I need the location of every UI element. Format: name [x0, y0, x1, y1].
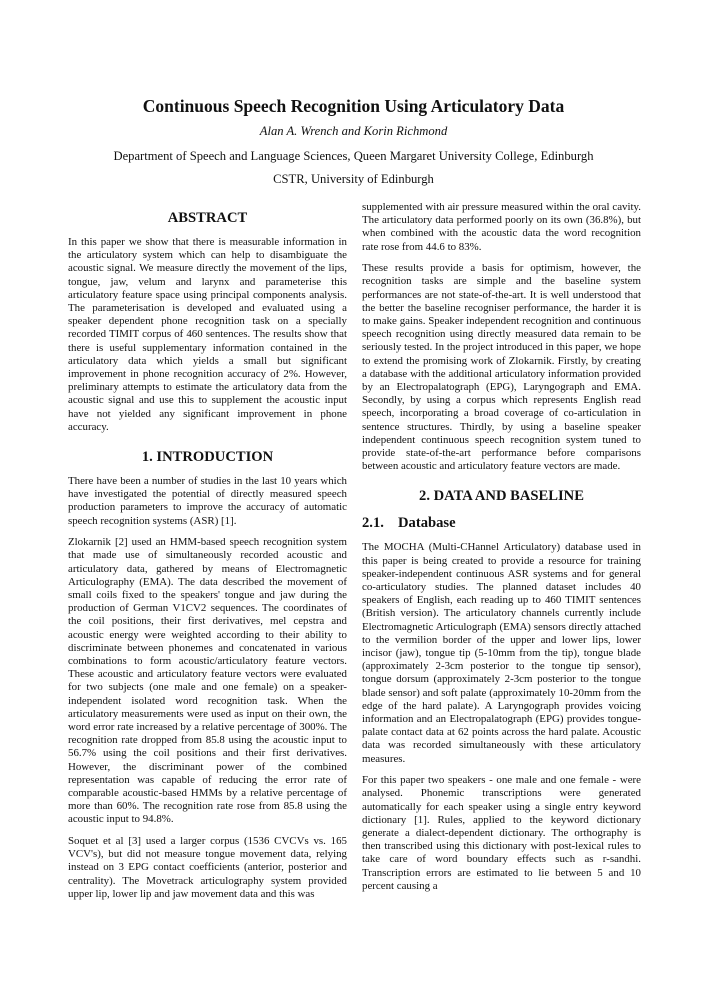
affiliation-secondary: CSTR, University of Edinburgh — [273, 172, 434, 186]
intro-paragraph-3-part-1: Soquet et al [3] used a larger corpus (1536 CVCVs vs. 165 VCV's), but did not measure tongue movement data, relying instead on 3 EPG contact coefficients (anterior, posterior and centrality). The Movetrack articulography system provided upper lip, lower lip and jaw movement data and this was — [68, 834, 347, 900]
introduction-heading: 1. INTRODUCTION — [141, 449, 274, 466]
data-baseline-heading: 2. DATA AND BASELINE — [419, 488, 584, 505]
paper-authors: Alan A. Wrench and Korin Richmond — [259, 124, 448, 138]
subsection-title: Database — [398, 515, 456, 532]
intro-paragraph-1: There have been a number of studies in the last 10 years which have investigated the potential of directly measured speech production parameters to improve the accuracy of automatic speech recognition systems (ASR) [1]. — [68, 475, 347, 527]
intro-paragraph-4: These results provide a basis for optimism, however, the recognition tasks are simple and the baseline system performances are not state-of-the-art. It is well understood that the better the baseline recogniser performance, the harder it is to make gains. Speaker independent recognition and continuous speech recognition using directly measured data remain to be seriously tested. In the project introduced in this paper, we hope to extend the promising work of Zlokarnik. Firstly, by creating a database with the additional articulatory information provided by an Electropalatograph (EPG), Laryngograph and EMA. Secondly, by using a corpus which represents English read speech, incorporating a broad coverage of co-articulation in sentence structures. Thirdly, by using a baseline speaker independent continuous speech recognition system tuned to provide state-of-the-art performance before comparisons between acoustic and articulatory feature vectors are made. — [362, 262, 641, 473]
database-paragraph-1: The MOCHA (Multi-CHannel Articulatory) database used in this paper is being created to provide a resource for training speaker-independent continuous ASR systems and for general co-articulatory studies. The planned dataset includes 40 speakers of English, each reading up to 460 TIMIT sentences (British version). The articulatory channels currently include Electromagnetic Articulograph (EMA) sensors directly attached to the vermilion border of the upper and lower lips, lower incisor (jaw), tongue tip (5-10mm from the tip), tongue blade (approximately 2-3cm posterior to the tongue tip sensor), tongue dorsum (approximately 2-3cm posterior to the tongue blade sensor) and soft palate (approximately 10-20mm from the edge of the hard palate). A Laryngograph provides voicing information and an Electropalatograph (EPG) provides tongue-palate contact data at 62 points across the hard palate. Acoustic data was recorded simultaneously with these articulatory measures. — [362, 541, 641, 765]
right-column — [362, 201, 641, 901]
abstract-text: In this paper we show that there is measurable information in the articulatory system which can help to disambiguate the acoustic signal. We measure directly the movement of the lips, tongue, jaw, velum and larynx and parameterise this articulatory feature space using principal components analysis. The parameterisation is developed and evaluated using a speaker dependent phone recognition task on a specially recorded TIMIT corpus of 460 sentences. The results show that there is useful supplementary information contained in the articulatory data which yields a small but significant improvement in phone recognition accuracy of 2%. However, preliminary attempts to estimate the articulatory data from the acoustic signal and use this to supplement the acoustic input have not yielded any significant improvement in phone accuracy. — [68, 236, 347, 433]
database-paragraph-2: For this paper two speakers - one male and one female - were analysed. Phonemic transcriptions were generated automatically for each speaker using a single entry keyword dictionary [1]. Rules, applied to the keyword dictionary generate a dialect-dependent dictionary. The orthography is then transcribed using this dictionary with post-lexical rules to take care of word boundary effects such as r-sandhi. Transcription errors are estimated to lie between 5 and 10 percent causing a — [362, 774, 641, 892]
database-subheading — [362, 514, 641, 532]
affiliation-primary: Department of Speech and Language Sciences, Queen Margaret University College, Edinburgh — [113, 149, 594, 163]
paper-title: Continuous Speech Recognition Using Articulatory Data — [142, 96, 565, 116]
abstract-heading: ABSTRACT — [167, 210, 248, 226]
intro-paragraph-2: Zlokarnik [2] used an HMM-based speech recognition system that made use of simultaneously recorded acoustic and articulatory data, gathered by means of Electromagnetic Articulography (EMA). The data described the movement of small coils fixed to the speakers' tongue and jaw during the production of German V1CV2 sequences. The coordinates of the coil positions, their first derivatives, mel cepstra and acoustic energy were weighted according to their ability to discriminate between phonemes and concatenated in various combinations to form acoustic/articulatory feature vectors. These acoustic and articulatory feature vectors were evaluated for two subjects (one male and one female) on a speaker-independent isolated word recognition task. When the articulatory measurements were used as input on their own, the word error rate increased by a relative percentage of 300%. The recognition rate dropped from 85.8 using the acoustic input to 56.7% using the coil positions and their first derivatives. However, the discriminant power of the combined representation was capable of reducing the error rate of comparable acoustic-based HMMs by a relative percentage of more than 60%. The recognition rate rose from 85.8 using the acoustic input to 94.8%. — [68, 536, 347, 826]
left-column — [68, 209, 347, 909]
intro-paragraph-3-part-2: supplemented with air pressure measured within the oral cavity. The articulatory data performed poorly on its own (36.8%), but when combined with the acoustic data the word recognition rate rose from 44.6 to 83%. — [362, 201, 641, 253]
subsection-number: 2.1. — [362, 515, 384, 532]
